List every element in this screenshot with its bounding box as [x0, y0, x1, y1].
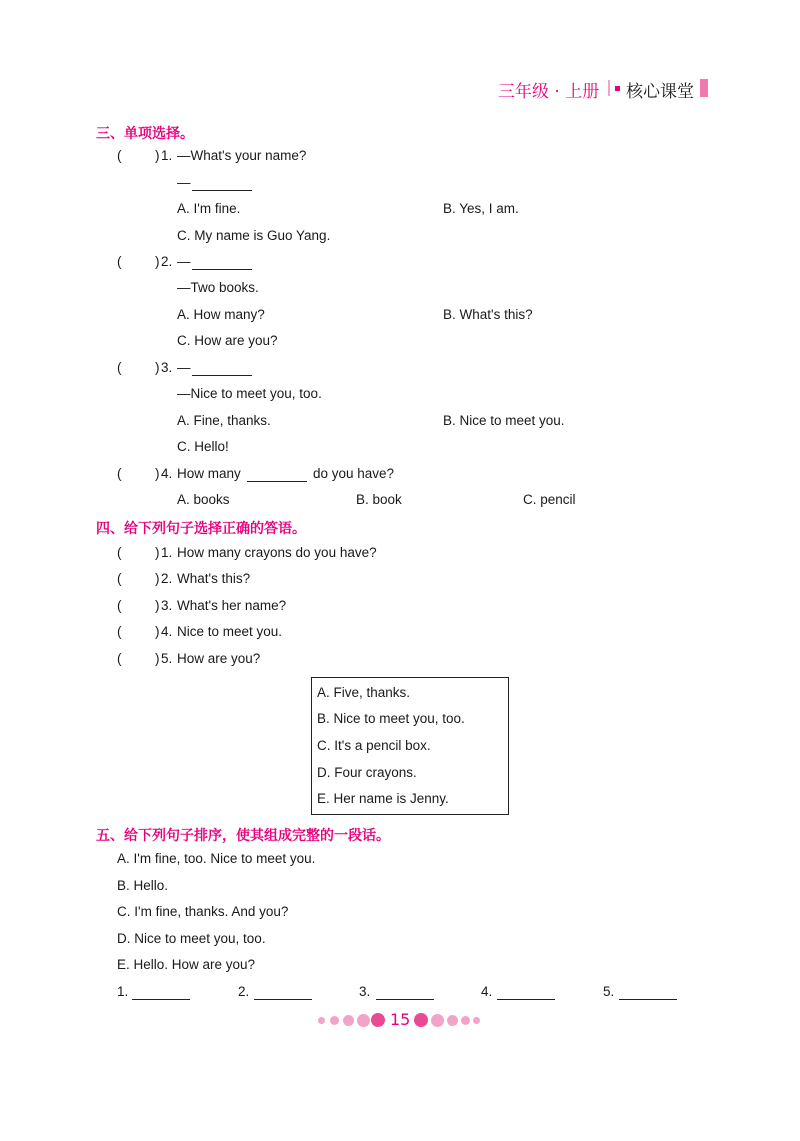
order-blank [254, 987, 312, 1000]
order-blank [132, 987, 190, 1000]
answer-paren: ) [155, 571, 160, 586]
question-stem: How many [177, 466, 241, 481]
answer-blank [192, 257, 252, 270]
dot-icon [318, 1017, 325, 1024]
option: B. Yes, I am. [443, 201, 519, 216]
answer-choice: D. Four crayons. [317, 765, 417, 780]
sentence: B. Hello. [117, 878, 169, 893]
option: B. Nice to meet you. [443, 413, 565, 428]
question-number: 2. [161, 571, 173, 586]
dot-icon [461, 1016, 470, 1025]
answer-paren: ) [155, 254, 160, 269]
question-number: 3. [161, 360, 173, 375]
question-number: 3. [161, 598, 173, 613]
answer-paren: ) [155, 545, 160, 560]
option: C. How are you? [177, 333, 278, 348]
answer-paren: ( [117, 254, 122, 269]
question-text: What's this? [177, 571, 251, 586]
section-title: 四、给下列句子选择正确的答语。 [96, 521, 306, 537]
answer-paren: ) [155, 598, 160, 613]
answer-paren: ) [155, 466, 160, 481]
answer-paren: ) [155, 148, 160, 163]
order-blank [497, 987, 555, 1000]
order-slot-number: 2. [238, 984, 250, 999]
dot-icon [447, 1015, 458, 1026]
question-text: How are you? [177, 651, 261, 666]
option: A. Fine, thanks. [177, 413, 271, 428]
answer-choice: E. Her name is Jenny. [317, 791, 449, 806]
answer-paren: ( [117, 545, 122, 560]
dot-icon [343, 1015, 354, 1026]
order-blank [376, 987, 434, 1000]
question-line: —Two books. [177, 280, 259, 295]
question-line: —Nice to meet you, too. [177, 386, 322, 401]
question-number: 4. [161, 624, 173, 639]
option: C. My name is Guo Yang. [177, 228, 331, 243]
answer-paren: ) [155, 360, 160, 375]
header-grade: 三年级 · 上册 [498, 82, 600, 102]
header-bar [700, 79, 708, 97]
answer-paren: ( [117, 598, 122, 613]
question-stem: do you have? [313, 466, 395, 481]
dot-icon [357, 1014, 370, 1027]
question-number: 1. [161, 545, 173, 560]
order-slot-number: 4. [481, 984, 493, 999]
answer-paren: ( [117, 624, 122, 639]
dot-icon [414, 1013, 428, 1027]
question-number: 2. [161, 254, 173, 269]
section-title: 三、单项选择。 [96, 126, 194, 142]
answer-choice: A. Five, thanks. [317, 685, 411, 700]
dot-icon [431, 1014, 444, 1027]
answer-blank [192, 178, 252, 191]
header-separator [608, 80, 610, 96]
answer-choice: B. Nice to meet you, too. [317, 711, 465, 726]
order-slot-number: 5. [603, 984, 615, 999]
option: B. What's this? [443, 307, 533, 322]
answer-paren: ) [155, 624, 160, 639]
question-stem: — [177, 360, 191, 375]
question-stem: — [177, 254, 191, 269]
option: A. books [177, 492, 230, 507]
order-blank [619, 987, 677, 1000]
dot-icon [330, 1016, 339, 1025]
option: A. How many? [177, 307, 265, 322]
question-stem: —What's your name? [177, 148, 307, 163]
question-number: 4. [161, 466, 173, 481]
answer-paren: ( [117, 651, 122, 666]
answer-paren: ( [117, 360, 122, 375]
order-slot-number: 1. [117, 984, 129, 999]
question-number: 1. [161, 148, 173, 163]
option: A. I'm fine. [177, 201, 241, 216]
sentence: C. I'm fine, thanks. And you? [117, 904, 289, 919]
question-text: How many crayons do you have? [177, 545, 377, 560]
question-text: What's her name? [177, 598, 287, 613]
question-number: 5. [161, 651, 173, 666]
page-number: 15 [390, 1010, 411, 1029]
header-square-icon [615, 86, 620, 91]
option: C. Hello! [177, 439, 229, 454]
option: C. pencil [523, 492, 576, 507]
question-text: Nice to meet you. [177, 624, 283, 639]
answer-paren: ( [117, 148, 122, 163]
question-line: — [177, 175, 191, 190]
answer-blank [247, 469, 307, 482]
answer-blank [192, 363, 252, 376]
answer-paren: ( [117, 571, 122, 586]
section-title: 五、给下列句子排序，使其组成完整的一段话。 [96, 828, 390, 844]
sentence: E. Hello. How are you? [117, 957, 256, 972]
answer-choice: C. It's a pencil box. [317, 738, 431, 753]
answer-paren: ) [155, 651, 160, 666]
answer-paren: ( [117, 466, 122, 481]
sentence: A. I'm fine, too. Nice to meet you. [117, 851, 316, 866]
option: B. book [356, 492, 402, 507]
dot-icon [371, 1013, 385, 1027]
order-slot-number: 3. [359, 984, 371, 999]
sentence: D. Nice to meet you, too. [117, 931, 266, 946]
dot-icon [473, 1017, 480, 1024]
header-course: 核心课堂 [626, 82, 694, 102]
